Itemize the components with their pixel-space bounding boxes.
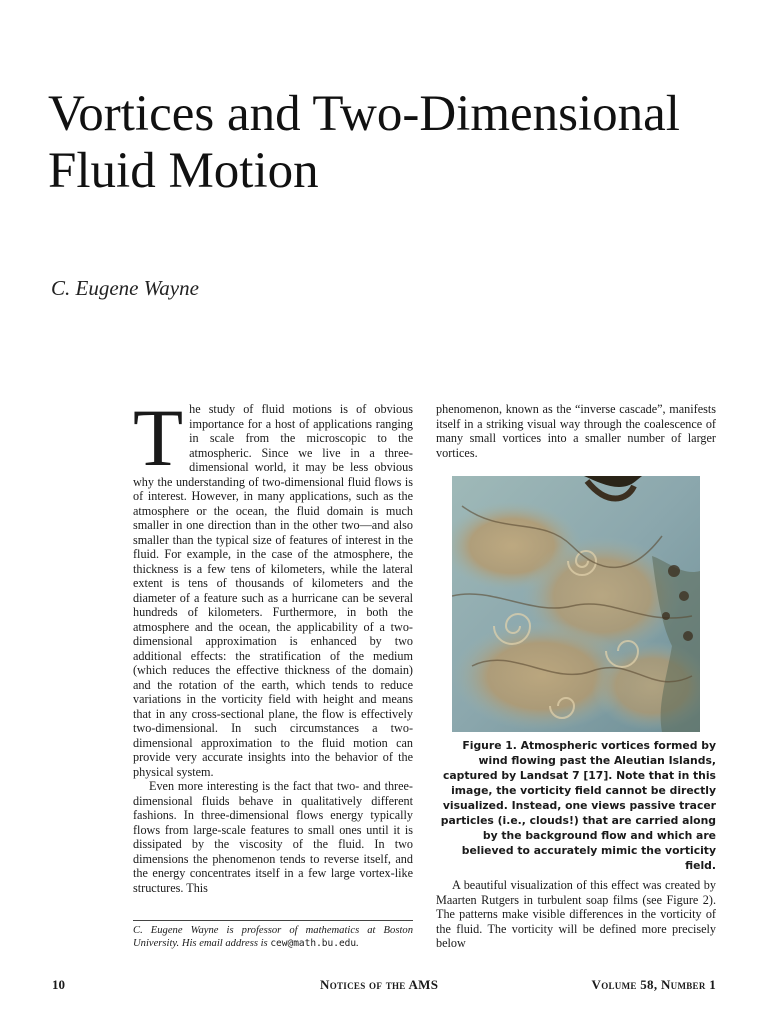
paragraph-two: Even more interesting is the fact that two- and three-dimensional fluids behave in qualitatively different fashions. In three-dimensional flows energy typically flows from large-scale features to small ones until it is dissipated by the viscosity of the fluid. In two dimensions the phenomenon tends to reverse itself, and the energy concentrates itself in a few large vortex-like structures. This — [133, 779, 413, 895]
intro-text: he study of fluid motions is of obvious importance for a host of applications ranging in scale from the microscopic to the atmospheric. Since we live in a three-dimensional world, it may be less obvious why the understanding of two-dimensional fluid flows is of interest. However, in many applications, such as the atmosphere or the ocean, the fluid domain is much smaller in one direction than in the other two—and also smaller than the typical size of features of interest in the fluid. For example, in the case of the atmosphere, the thickness is a few tens of kilometers, while the lateral extent is tens of thousands of kilometers and the diameter of a feature such as a hurricane can be several hundreds of kilometers. Furthermore, in both the atmosphere and the ocean, the applicability of a two-dimensional approximation is enhanced by two additional effects: the stratification of the medium (which reduces the effective thickness of the domain) and the rotation of the earth, which tends to reduce variations in the vorticity field with height and means that in any cross-sectional plane, the flow is effectively two-dimensional. In such circumstances a two-dimensional approximation to the fluid motion can provide very accurate insights into the behavior of the physical system. — [133, 402, 413, 779]
paragraph-two-continued: phenomenon, known as the “inverse cascade”, manifests itself in a striking visual way through the coalescence of many small vortices into a smaller number of larger vortices. — [436, 402, 716, 460]
right-column-lower — [436, 878, 716, 951]
footnote-text: C. Eugene Wayne is professor of mathematics at Boston University. His email address is — [133, 925, 413, 949]
drop-cap: T — [133, 392, 184, 483]
author-footnote — [133, 920, 413, 950]
journal-name: Notices of the AMS — [320, 977, 439, 992]
right-column — [436, 402, 716, 460]
volume-info: Volume 58, Number 1 — [591, 977, 716, 992]
paragraph-three: A beautiful visualization of this effect was created by Maarten Rutgers in turbulent soap films (see Figure 2). The patterns make visible differences in the vorticity of the fluid. The vorticity will be defined more precisely below — [436, 878, 716, 950]
paragraph-intro — [133, 392, 413, 779]
figure-image — [452, 476, 700, 732]
vortex-satellite-image — [452, 476, 700, 732]
author-email: cew@math.bu.edu — [270, 938, 357, 949]
figure-caption: Figure 1. Atmospheric vortices formed by wind flowing past the Aleutian Islands, captured by Landsat 7 [17]. Note that in this image, the vorticity field cannot be directly visualized. Instead, one views passive tracer particles (i.e., clouds!) that are carried along by the background flow and which are believed to accurately mimic the vorticity field. — [440, 739, 716, 872]
article-title: Vortices and Two-Dimensional Fluid Motion — [48, 86, 680, 199]
author-name: C. Eugene Wayne — [51, 276, 199, 300]
left-column — [133, 392, 413, 895]
footnote-end: . — [356, 938, 359, 949]
page-number: 10 — [52, 977, 65, 992]
